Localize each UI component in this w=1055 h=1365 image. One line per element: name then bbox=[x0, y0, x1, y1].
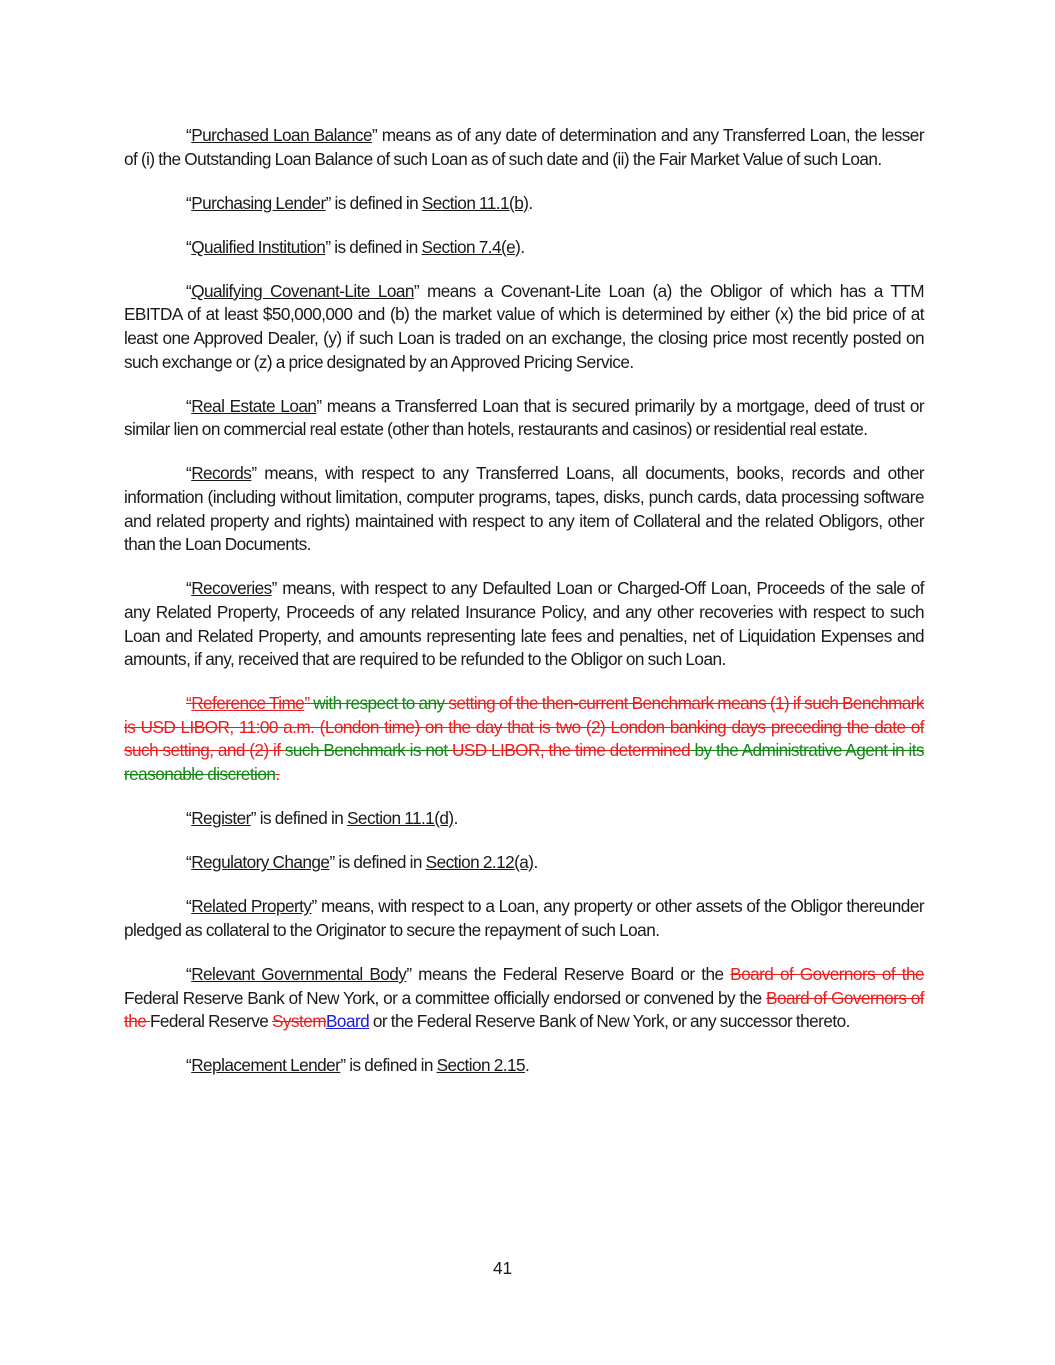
document-page bbox=[124, 124, 924, 1098]
deleted-open-quote: “ bbox=[186, 693, 192, 714]
section-reference: Section 2.15 bbox=[436, 1055, 526, 1076]
definition-register: “Register” is defined in Section 11.1(d). bbox=[186, 808, 458, 829]
definition-purchased-loan-balance: “Purchased Loan Balance” means as of any date of determination and any Transferred Loan, the lesser of (i) the Outstanding Loan Balance of such Loan as of such date and (ii) the Fair Market Value of such Loan. bbox=[124, 125, 924, 169]
punctuation: . bbox=[525, 1055, 530, 1076]
definition-purchasing-lender: “Purchasing Lender” is defined in Section 11.1(b). bbox=[186, 192, 533, 213]
defined-term: Real Estate Loan bbox=[191, 395, 317, 416]
deleted-defined-term: Reference Time bbox=[191, 693, 305, 714]
deleted-text-moved: with respect to any bbox=[309, 693, 449, 714]
definition-real-estate-loan: “Real Estate Loan” means a Transferred Loan that is secured primarily by a mortgage, deed of trust or similar lien on commercial real estate (other than hotels, restaurants and casinos) or residential real estate. bbox=[124, 395, 925, 440]
definition-text: is defined in bbox=[330, 192, 422, 213]
definition-text: is defined in bbox=[345, 1055, 437, 1076]
definition-text: Federal Reserve bbox=[149, 1011, 272, 1032]
definition-text: Federal Reserve Bank of New York, or a committee officially endorsed or convened by the bbox=[124, 987, 767, 1008]
defined-term: Relevant Governmental Body bbox=[191, 963, 407, 984]
section-reference: Section 7.4(e) bbox=[421, 236, 521, 257]
punctuation: . bbox=[533, 852, 538, 873]
deleted-text: . bbox=[275, 763, 280, 784]
punctuation: . bbox=[520, 236, 525, 257]
defined-term: Qualified Institution bbox=[191, 236, 326, 257]
section-reference: Section 11.1(d) bbox=[347, 808, 454, 829]
definition-reference-time-deleted bbox=[124, 692, 924, 786]
definition-text: means, with respect to any Defaulted Loan or Charged-Off Loan, Proceeds of the sale of any Related Property, Proceeds of any related Insurance Policy, and any other recoveries with respect to such Loan and Related Property, and amounts representing late fees and penalties, net of Liquidation Expenses and amounts, if any, received that are required to be refunded to the Obligor on such Loan. bbox=[124, 578, 924, 670]
definition-qualified-institution: “Qualified Institution” is defined in Section 7.4(e). bbox=[186, 236, 525, 257]
definition-text: means as of any date of determination and any Transferred Loan, the lesser of (i) the Outstanding Loan Balance of such Loan as of such date and (ii) the Fair Market Value of such Loan. bbox=[124, 125, 924, 169]
defined-term: Related Property bbox=[191, 896, 312, 917]
definition-related-property: “Related Property” means, with respect to a Loan, any property or other assets of the Obligor thereunder pledged as collateral to the Originator to secure the repayment of such Loan. bbox=[124, 896, 924, 940]
inserted-text: Board bbox=[326, 1011, 370, 1032]
definition-replacement-lender: “Replacement Lender” is defined in Section 2.15. bbox=[186, 1055, 530, 1076]
defined-term: Qualifying Covenant-Lite Loan bbox=[191, 280, 414, 301]
defined-term: Register bbox=[191, 808, 251, 829]
deleted-text: Board of Governors of the bbox=[124, 987, 924, 1032]
section-reference: Section 2.12(a) bbox=[425, 852, 534, 873]
punctuation: . bbox=[528, 192, 533, 213]
deleted-text: USD LIBOR, the time determined bbox=[451, 740, 691, 761]
deleted-close-quote: ” bbox=[304, 693, 310, 714]
definition-text: or the Federal Reserve Bank of New York, or any successor thereto. bbox=[369, 1011, 850, 1032]
page-number: 41 bbox=[492, 1258, 513, 1278]
definition-records: “Records” means, with respect to any Transferred Loans, all documents, books, records and other information (including without limitation, computer programs, tapes, disks, punch cards, data processing software and related property and rights) maintained with respect to any item of Collateral and the related Obligors, other than the Loan Documents. bbox=[124, 463, 924, 555]
deleted-text: setting of the then-current Benchmark means (1) if such Benchmark is USD LIBOR, 11:00 a.m. (London time) on the day that is two (2) London banking days preceding the date of such setting, and (2) if bbox=[124, 693, 924, 761]
punctuation: . bbox=[453, 808, 458, 829]
defined-term: Purchased Loan Balance bbox=[191, 125, 372, 145]
deleted-text: Board of Governors of the bbox=[730, 963, 924, 984]
deleted-text-moved: by the Administrative Agent in its reasonable discretion bbox=[124, 740, 925, 784]
section-reference: Section 11.1(b) bbox=[421, 192, 529, 213]
definition-text: is defined in bbox=[330, 236, 422, 257]
definition-text: means a Covenant-Lite Loan (a) the Obligor of which has a TTM EBITDA of at least $50,000,000 and (b) the market value of which is determined by either (x) the bid price of at least one Approved Dealer, (y) if such Loan is traded on an exchange, the closing price most recently posted on such exchange or (z) a price designated by an Approved Pricing Service. bbox=[124, 280, 925, 372]
definition-text: means a Transferred Loan that is secured primarily by a mortgage, deed of trust or similar lien on commercial real estate (other than hotels, restaurants and casinos) or residential real estate. bbox=[124, 395, 925, 440]
defined-term: Regulatory Change bbox=[191, 852, 330, 873]
definition-text: is defined in bbox=[255, 808, 348, 829]
definition-text: means, with respect to a Loan, any property or other assets of the Obligor thereunder pledged as collateral to the Originator to secure the repayment of such Loan. bbox=[124, 896, 924, 940]
definition-qualifying-covenant-lite-loan: “Qualifying Covenant-Lite Loan” means a Covenant-Lite Loan (a) the Obligor of which has a TTM EBITDA of at least $50,000,000 and (b) the market value of which is determined by either (x) the bid price of at least one Approved Dealer, (y) if such Loan is traded on an exchange, the closing price most recently posted on such exchange or (z) a price designated by an Approved Pricing Service. bbox=[124, 280, 925, 372]
defined-term: Records bbox=[191, 463, 252, 484]
definition-text: means the Federal Reserve Board or the bbox=[411, 963, 731, 984]
defined-term: Recoveries bbox=[191, 578, 272, 599]
definition-regulatory-change: “Regulatory Change” is defined in Section 2.12(a). bbox=[186, 852, 538, 873]
definition-text: is defined in bbox=[334, 852, 426, 873]
defined-term: Purchasing Lender bbox=[191, 192, 326, 213]
defined-term: Replacement Lender bbox=[191, 1055, 341, 1076]
definition-recoveries: “Recoveries” means, with respect to any Defaulted Loan or Charged-Off Loan, Proceeds of the sale of any Related Property, Proceeds of any related Insurance Policy, and any other recoveries with respect to such Loan and Related Property, and amounts representing late fees and penalties, net of Liquidation Expenses and amounts, if any, received that are required to be refunded to the Obligor on such Loan. bbox=[124, 578, 924, 670]
definition-text: means, with respect to any Transferred Loans, all documents, books, records and other information (including without limitation, computer programs, tapes, disks, punch cards, data processing software and related property and rights) maintained with respect to any item of Collateral and the related Obligors, other than the Loan Documents. bbox=[124, 463, 924, 555]
deleted-text-moved: such Benchmark is not bbox=[284, 740, 452, 761]
definition-relevant-governmental-body: “Relevant Governmental Body” means the Federal Reserve Board or the Board of Governors of the Federal Reserve Bank of New York, or a committee officially endorsed or convened by the Board of Governors of the Federal Reserve SystemBoard or the Federal Reserve Bank of New York, or any successor thereto. bbox=[124, 963, 924, 1032]
deleted-text: System bbox=[272, 1011, 327, 1032]
